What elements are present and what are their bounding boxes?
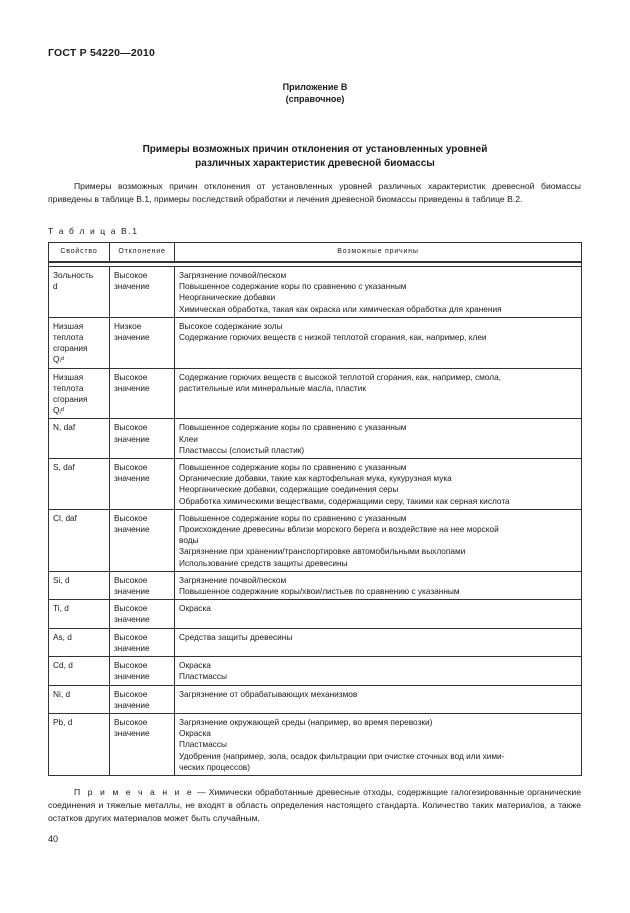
cell-property-line: сгорания: [53, 394, 88, 405]
table-row: [49, 317, 582, 368]
note-label: П р и м е ч а н и е: [74, 787, 194, 797]
cell-deviation-line: Высокое: [114, 603, 148, 614]
cell-causes: [175, 368, 582, 419]
cell-property-line: Низшая: [53, 371, 84, 382]
cell-causes-line: Окраска: [179, 603, 211, 614]
cell-causes-line: Удобрения (например, зола, осадок фильтрации при очистке сточных вод или хими-: [179, 750, 505, 761]
cell-deviation: [110, 267, 175, 318]
cell-causes-line: ческих процессов): [179, 761, 250, 772]
cell-causes-line: Обработка химическими веществами, содержащими серу, такими как серная кислота: [179, 495, 510, 506]
table-row: [49, 571, 582, 599]
cell-deviation: [110, 459, 175, 510]
cell-deviation-line: Высокое: [114, 631, 148, 642]
cell-property-line: Зольность: [53, 270, 94, 280]
table-row: [49, 267, 582, 318]
cell-causes-line: Пластмассы: [179, 671, 227, 682]
cell-deviation: [110, 509, 175, 571]
cell-causes-line: растительные или минеральные масла, пластик: [179, 382, 366, 393]
table-row: [49, 600, 582, 628]
cell-property-line: d: [53, 281, 58, 292]
cell-causes: [175, 509, 582, 571]
standard-header: ГОСТ Р 54220—2010: [48, 47, 156, 59]
cell-deviation-line: значение: [114, 281, 150, 292]
section-title-line-1: Примеры возможных причин отклонения от установленных уровней: [142, 144, 488, 155]
cell-causes-line: Окраска: [179, 728, 211, 739]
cell-deviation-line: значение: [114, 671, 150, 682]
cell-causes: [175, 419, 582, 459]
cell-causes-line: Повышенное содержание коры по сравнению с указанным: [179, 512, 407, 523]
cell-causes-line: Повышенное содержание коры по сравнению с указанным: [179, 281, 407, 292]
cell-deviation-line: значение: [114, 728, 150, 739]
cell-property: [49, 509, 110, 571]
cell-causes-line: Окраска: [179, 660, 211, 671]
cell-causes: [175, 317, 582, 368]
table-row: [49, 685, 582, 713]
cell-deviation-line: Высокое: [114, 574, 148, 585]
cell-property-line: Cd, d: [53, 660, 73, 671]
cell-property: [49, 628, 110, 656]
cell-causes-line: Повышенное содержание коры по сравнению с указанным: [179, 462, 407, 473]
cell-causes-line: Клеи: [179, 433, 198, 444]
header-deviation: Отклонение: [110, 243, 175, 263]
cell-causes: [175, 685, 582, 713]
cell-deviation-line: Высокое: [114, 270, 148, 280]
cell-deviation-line: Высокое: [114, 422, 148, 433]
table-row: [49, 368, 582, 419]
cell-deviation-line: Низкое: [114, 320, 142, 331]
cell-property: [49, 713, 110, 775]
section-title-line-2: различных характеристик древесной биомассы: [195, 158, 435, 169]
cell-causes-line: Загрязнение при хранении/транспортировке автомобильными выхлопами: [179, 546, 466, 557]
cell-property-line: Ti, d: [53, 603, 69, 614]
cell-deviation-line: значение: [114, 699, 150, 710]
table-row: [49, 657, 582, 685]
cell-property: [49, 317, 110, 368]
cell-property: [49, 657, 110, 685]
cell-deviation: [110, 657, 175, 685]
table-note: [48, 786, 581, 825]
cell-causes-line: Повышенное содержание коры по сравнению с указанным: [179, 422, 407, 433]
cell-deviation-line: Высокое: [114, 716, 148, 727]
cell-deviation-line: Высокое: [114, 688, 148, 699]
causes-table: [48, 242, 582, 776]
cell-causes: [175, 628, 582, 656]
table-row: [49, 459, 582, 510]
table-row: [49, 509, 582, 571]
cell-causes-line: Происхождение древесины вблизи морского берега и воздействие на нее морской: [179, 524, 499, 535]
cell-deviation-line: значение: [114, 473, 150, 484]
cell-deviation-line: значение: [114, 586, 150, 597]
cell-deviation: [110, 628, 175, 656]
cell-causes-line: Повышенное содержание коры/хвои/листьев по сравнению с указанным: [179, 586, 460, 597]
cell-property-line: Низшая: [53, 320, 84, 331]
cell-property: [49, 685, 110, 713]
cell-property: [49, 571, 110, 599]
cell-property: [49, 419, 110, 459]
intro-paragraph: Примеры возможных причин отклонения от установленных уровней различных характеристик древесной биомассы приведены в таблице В.1, примеры последствий обработки и лечения древесной биомассы приведены в таблице В.2.: [48, 181, 581, 204]
cell-property-line: Qᵢᵈ: [53, 354, 64, 365]
cell-causes-line: Неорганические добавки: [179, 292, 276, 303]
section-title: [0, 143, 630, 171]
cell-deviation-line: значение: [114, 382, 150, 393]
table-row: [49, 713, 582, 775]
cell-deviation-line: Высокое: [114, 371, 148, 382]
cell-causes-line: воды: [179, 535, 199, 546]
cell-property-line: сгорания: [53, 343, 88, 354]
cell-deviation-line: значение: [114, 614, 150, 625]
cell-causes-line: Пластмассы: [179, 739, 227, 750]
cell-property-line: Pb, d: [53, 716, 73, 727]
header-causes: Возможные причины: [175, 243, 582, 263]
cell-property-line: As, d: [53, 631, 72, 642]
cell-causes-line: Органические добавки, такие как картофельная мука, кукурузная мука: [179, 473, 452, 484]
cell-deviation: [110, 685, 175, 713]
header-property: Свойство: [49, 243, 110, 263]
cell-causes-line: Загрязнение почвой/песком: [179, 270, 287, 280]
cell-property: [49, 459, 110, 510]
cell-deviation: [110, 571, 175, 599]
cell-deviation-line: Высокое: [114, 462, 148, 473]
appendix-title: Приложение В: [282, 82, 348, 92]
cell-causes-line: Загрязнение от обрабатывающих механизмов: [179, 688, 358, 699]
cell-deviation-line: значение: [114, 642, 150, 653]
cell-causes-line: Пластмассы (слоистый пластик): [179, 444, 305, 455]
cell-causes-line: Химическая обработка, такая как окраска или химическая обработка для хранения: [179, 303, 502, 314]
cell-deviation-line: значение: [114, 524, 150, 535]
cell-deviation: [110, 600, 175, 628]
cell-property-line: Cl, daf: [53, 512, 77, 523]
cell-causes-line: Загрязнение окружающей среды (например, во время перевозки): [179, 716, 433, 727]
cell-causes-line: Загрязнение почвой/песком: [179, 574, 287, 585]
cell-property-line: теплота: [53, 332, 84, 343]
table-row: [49, 419, 582, 459]
cell-deviation: [110, 317, 175, 368]
cell-causes-line: Неорганические добавки, содержащие соединения серы: [179, 484, 399, 495]
cell-causes: [175, 459, 582, 510]
cell-property-line: N, daf: [53, 422, 76, 433]
cell-property: [49, 600, 110, 628]
table-label: Т а б л и ц а В.1: [48, 226, 139, 236]
cell-deviation-line: значение: [114, 433, 150, 444]
cell-property: [49, 368, 110, 419]
cell-deviation-line: Высокое: [114, 660, 148, 671]
cell-deviation: [110, 419, 175, 459]
cell-causes: [175, 713, 582, 775]
cell-causes-line: Содержание горючих веществ с низкой теплотой сгорания, как, например, клеи: [179, 332, 487, 343]
table-header-row: [49, 243, 582, 263]
cell-property-line: теплота: [53, 382, 84, 393]
cell-property-line: Qᵢᵈ: [53, 405, 64, 416]
cell-deviation: [110, 368, 175, 419]
cell-causes: [175, 571, 582, 599]
cell-causes: [175, 657, 582, 685]
cell-deviation-line: значение: [114, 332, 150, 343]
cell-property-line: Si, d: [53, 574, 70, 585]
appendix-subtitle: (справочное): [285, 94, 345, 104]
table-row: [49, 628, 582, 656]
cell-causes-line: Высокое содержание золы: [179, 320, 283, 331]
page-number: 40: [48, 834, 59, 844]
cell-causes-line: Использование средств защиты древесины: [179, 557, 348, 568]
note-text: — Химически обработанные древесные отходы, содержащие галогезированные органические соединения и тяжелые металлы, не входят в область определения настоящего стандарта. Количество таких материалов, а также остатков других материалов может быть случайным.: [48, 787, 581, 823]
cell-causes: [175, 267, 582, 318]
cell-property: [49, 267, 110, 318]
cell-deviation: [110, 713, 175, 775]
cell-property-line: Ni, d: [53, 688, 71, 699]
cell-causes: [175, 600, 582, 628]
cell-causes-line: Содержание горючих веществ с высокой теплотой сгорания, как, например, смола,: [179, 371, 502, 382]
cell-deviation-line: Высокое: [114, 512, 148, 523]
cell-property-line: S, daf: [53, 462, 75, 473]
cell-causes-line: Средства защиты древесины: [179, 631, 293, 642]
